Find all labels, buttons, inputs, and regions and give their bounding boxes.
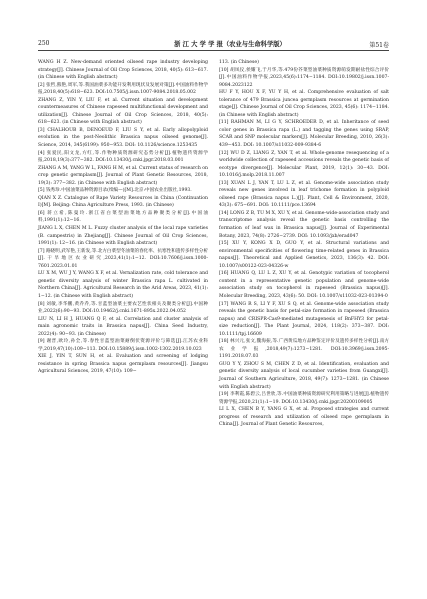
- reference-entry: HU F Y, HOU X F, YU Y H, et al. Comprehensive evaluation of salt tolerance of 479 Brassica juncea germplasm resources at germination stage[J]. Chinese Journal of Oil Crop Sciences, 2023, 45(6): 1174−1184. (in Chinese with English abstract): [219, 90, 389, 118]
- reference-entry: LU X M, WU J Y, WANG X F, et al. Vernalization rate, cold tolerance and genetic diversity analysis of winter Brassica rapa L. cultivated in Northern China[J]. Agricultural Research in the Arid Areas, 2023, 41(1): 1−12. (in Chinese with English abstract): [38, 271, 208, 299]
- reference-entry: WANG H Z. New-demand oriented oilseed rape industry developing strategy[J]. Chinese Journal of Oil Crop Sciences, 2018, 40(5): 613−617. (in Chinese with English abstract): [38, 60, 208, 81]
- reference-entry: [12] WU D Z, LIANG Z, YAN T, et al. Whole-genome resequencing of a worldwide collection of rapeseed accessions reveals the genetic basis of ecotype divergence[J]. Molecular Plant, 2019, 12(1): 30−43. DOI: 10.1016/j.molp.2018.11.007: [219, 150, 389, 179]
- reference-entry: [16] HUANG Q, LU L Z, XU Y, et al. Genotypic variation of tocopherol content in a representative genetic population and genome-wide association study on tocopherol in rapeseed (Brassica napus)[J]. Molecular Breeding, 2023, 43(6): 50. DOI: 10.1007/s11032-023-01394-0: [219, 271, 389, 299]
- reference-entry: [8] 刘敏,李华鹏,黄乔乔,等.甘蓝型油菜主要农艺性状相关及聚类分析[J].中国种业,2022(6):90−93. DOI:10.19462/j.cnki.1671-895x.2022.04.052: [38, 301, 208, 315]
- reference-entry: ZHANG A M, YANG W L, FANG H M, et al. Current status of research on crop genetic germplasm[J]. Journal of Plant Genetic Resources, 2018, 19(3): 377−382. (in Chinese with English abstract): [38, 165, 208, 186]
- volume-label: 第51卷: [369, 42, 389, 49]
- journal-title: 浙 江 大 学 学 报（农业与生命科学版）: [174, 41, 286, 48]
- reference-entry: JIANG L X, CHEN M L. Fuzzy cluster analysis of the local rape varieties (B. campestris) in Zhejiang[J]. Chinese Journal of Oil Crop Sciences, 1991(1): 12−16. (in Chinese with English abstract): [38, 226, 208, 247]
- reference-entry: ZHANG Z, YIN Y, LIU F, et al. Current situation and development countermeasures of Chinese rapeseed multifunctional development and utilization[J]. Chinese Journal of Oil Crop Sciences, 2018, 40(5): 618−623. (in Chinese with English abstract): [38, 97, 208, 126]
- reference-entry: [19] 李利霞,陈碧云,吕世欣,等.中国油菜种质资源研究利用策略与进展[J].植物遗传资源学报,2020,21(1):1−19. DOI:10.13430/j.cnki.jpgr.20200109005: [219, 392, 389, 405]
- reference-entry: [14] LONG Z B, TU M X, XU Y, et al. Genome-wide-association study and transcriptome analysis reveal the genetic basis controlling the formation of leaf wax in Brassica napus[J]. Journal of Experimental Botany, 2023, 74(8): 2726−2739. DOI: 10.1093/jxb/erad047: [219, 210, 389, 239]
- reference-entry: LIU N, LI H J, HUANG Q F, et al. Correlation and cluster analysis of main agronomic traits in Brassica napus[J]. China Seed Industry, 2022(4): 90−93. (in Chinese): [38, 316, 208, 337]
- reference-entry: [5] 钱秀珍.中国油菜品种资源目录(续编—)[M].北京:中国农业出版社,1993.: [38, 188, 192, 194]
- reference-entry: [15] XU Y, KONG X D, GUO Y, et al. Structural variations and environmental specificities of flowering time-related genes in Brassica napus[J]. Theoretical and Applied Genetics, 2023, 136(3): 42. DOI: 10.1007/s00122-023-04326-w: [219, 241, 389, 269]
- reference-entry: [13] XUAN L J, YAN T, LU L Z, et al. Genome-wide association study reveals new genes involved in leaf trichome formation in polyploid oilseed rape (Brassica napus L.)[J]. Plant, Cell & Environment, 2020, 43(3): 675−691. DOI: 10.1111/pce.13694: [219, 180, 389, 209]
- reference-entry: LI L X, CHEN B Y, YANG G X, et al. Proposed strategies and current progress of research and utilization of oilseed rape germplasm in China[J]. Journal of Plant Genetic Resources,: [219, 407, 389, 428]
- reference-column-right: [219, 59, 389, 429]
- reference-entry: QIAN X Z. Catalogue of Rape Variety Resources in China (Continuation I)[M]. Beijing: China Agriculture Press, 1993. (in Chinese): [38, 195, 208, 209]
- reference-entry: [4] 张爱民,阳文龙,方红,等.作物种质资源研究态势分析[J].植物遗传资源学报,2018,19(3):377−382. DOI:10.13430/j.cnki.jpgr.2018.03.001: [38, 150, 208, 164]
- reference-entry: [17] WANG R S, LI Y F, XU S Q, et al. Genome-wide association study reveals the genetic basis for petal-size formation in rapeseed (Brassica napus) and CRISPR-Cas9-mediated mutagenesis of BnFHY3 for petal-size reduction[J]. The Plant Journal, 2024, 118(2): 373−387. DOI: 10.1111/tpj.16609: [219, 301, 389, 337]
- reference-entry: [2] 张哲,熊艳,周军,等.我国油菜多功能开发利用现状及发展对策[J].中国油料作物学报,2018,40(5):618−623. DOI:10.7505/j.issn.1007-9084.2018.05.002: [38, 82, 208, 96]
- reference-entry: GUO Y Y, ZHOU S M, CHEN Z D, et al. Identification, evaluation and genetic diversity analysis of local cucumber varieties from Guangxi[J]. Journal of Southern Agriculture, 2018, 49(7): 1273−1281. (in Chinese with English abstract): [219, 361, 389, 390]
- reference-entry: [10] 胡凤仪,侯耀飞,于月华,等.479份芥菜型油菜种质资源萌发期耐盐性综合评价[J].中国油料作物学报,2023,45(6):1174−1184. DOI:10.19802/j.issn.1007-9084.2023122: [219, 67, 389, 88]
- reference-entry: [9] 谢晋,欧玲,孙全,等.春性甘蓝型油菜耐倒伏资源评价与筛选[J].江苏农业科学,2019,47(10):109−113. DOI:10.15889/j.issn.1002-1302.2019.10.023: [38, 339, 208, 352]
- reference-entry: 113. (in Chinese): [219, 60, 259, 65]
- reference-entry: [18] 林兴元,张文,魏海振,等.广西黄瓜地方品种鉴定评价及遗传多样性分析[J].南方农业学报,2018,49(7):1273−1281. DOI:10.3969/j.issn.2095-1191.2018.07.03: [219, 339, 389, 360]
- reference-entry: [11] RAHMAN M, LI G Y, SCHROEDER D, et al. Inheritance of seed color genes in Brassica rapa (L.) and tagging the genes using SRAP, SCAR and SNP molecular markers[J]. Molecular Breeding, 2010, 26(3): 439−453. DOI: 10.1007/s11032-009-9384-6: [219, 120, 389, 149]
- page-number: 250: [38, 40, 50, 47]
- reference-column-left: [38, 59, 208, 376]
- reference-entry: [3] CHALHOUB B, DENOEUD F, LIU S Y, et al. Early allopolyploid evolution in the post-Neolithic Brassica napus oilseed genome[J]. Science, 2014, 345(6199): 950−953. DOI: 10.1126/science.1253435: [38, 127, 208, 149]
- header-divider: [38, 50, 389, 51]
- reference-entry: [7] 路晓明,武军艳,王新发,等.北方白菜型冬油菜的春化率、抗寒性和遗传多样性分析[J].干旱地区农业研究,2023,41(1):1−12. DOI:10.7606/j.issn.1000-7601.2023.01.01: [38, 248, 208, 269]
- reference-entry: [6] 蒋立希,陈曼玲.浙江省白菜型油菜地方品种聚类分析[J].中国油料,1991(1):12−16.: [38, 210, 208, 224]
- reference-entry: XIE J, YIN T, SUN H, et al. Evaluation and screening of lodging resistance in spring Brassica napus germplasm resources[J]. Jiangsu Agricultural Sciences, 2019, 47(10): 109−: [38, 354, 208, 375]
